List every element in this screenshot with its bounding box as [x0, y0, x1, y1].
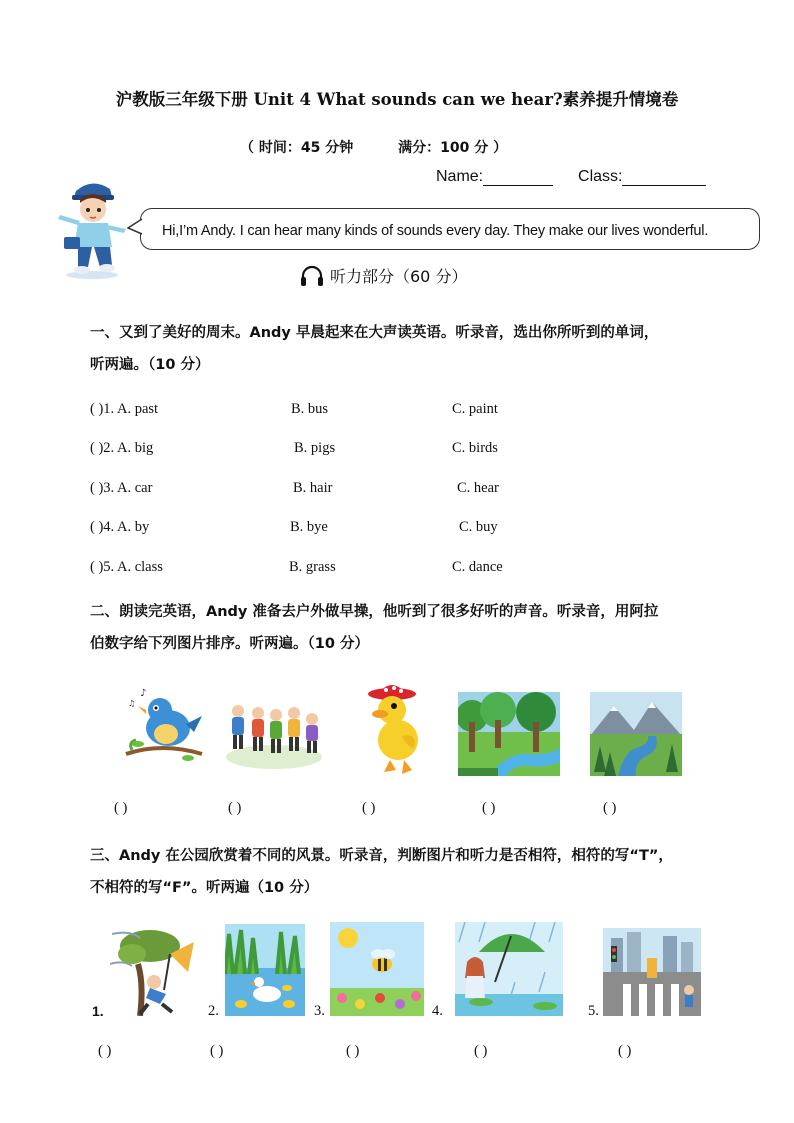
class-blank[interactable]	[622, 169, 706, 186]
question-3-b: B. hair	[293, 480, 333, 496]
section2-blank-4[interactable]: ( )	[482, 800, 496, 816]
question-1-a[interactable]: ( )1. A. past	[90, 401, 159, 417]
question-2-c: C. birds	[452, 440, 498, 456]
section2-blank-1[interactable]: ( )	[114, 800, 128, 816]
section2-heading-line1: 二、朗读完英语，Andy 准备去户外做早操，他听到了很多好听的声音。听录音，用阿拉	[90, 604, 659, 620]
page-title: 沪教版三年级下册 Unit 4 What sounds can we hear?素养提升情境卷	[115, 90, 679, 109]
section3-heading	[90, 840, 730, 904]
section3-number-1: 1.	[92, 1003, 104, 1019]
mountain-river-image	[590, 692, 682, 776]
speech-bubble-tail	[127, 218, 143, 236]
name-class-line	[436, 168, 706, 186]
windy-storm-image	[110, 924, 200, 1016]
name-label: Name:	[436, 168, 484, 185]
question-2-b: B. pigs	[294, 440, 336, 456]
question-5-b: B. grass	[289, 559, 336, 575]
exam-score: 满分：100 分 ）	[398, 140, 508, 156]
section2-blank-3[interactable]: ( )	[362, 800, 376, 816]
section2-heading	[90, 596, 730, 660]
section3-blank-1[interactable]: ( )	[98, 1043, 112, 1059]
section1-heading	[90, 317, 730, 381]
section2-blank-5[interactable]: ( )	[603, 800, 617, 816]
question-4-c: C. buy	[459, 519, 498, 535]
exam-meta	[240, 137, 547, 157]
question-5-c: C. dance	[452, 559, 503, 575]
section2-blank-2[interactable]: ( )	[228, 800, 242, 816]
speech-bubble-text: Hi,I’m Andy. I can hear many kinds of sounds every day. They make our lives wonderful.	[162, 223, 709, 239]
rain-umbrella-image	[455, 922, 563, 1016]
ducks-pond-image	[225, 924, 305, 1016]
section3-blank-5[interactable]: ( )	[618, 1043, 632, 1059]
section3-heading-line1: 三、Andy 在公园欣赏着不同的风景。听录音，判断图片和听力是否相符，相符的写“T”，	[90, 848, 673, 864]
bee-flowers-image	[330, 922, 424, 1016]
section3-blank-3[interactable]: ( )	[346, 1043, 360, 1059]
section1-heading-line2: 听两遍。（10 分）	[90, 357, 210, 373]
section3-number-3: 3.	[314, 1003, 325, 1019]
question-1-b: B. bus	[291, 401, 329, 417]
section3-number-5: 5.	[588, 1003, 599, 1019]
duck-with-hat-image	[362, 682, 422, 776]
street-crossing-image	[603, 928, 701, 1016]
class-label: Class:	[578, 168, 623, 185]
andy-character-image	[52, 175, 132, 280]
question-3-c: C. hear	[457, 480, 499, 496]
section3-blank-2[interactable]: ( )	[210, 1043, 224, 1059]
section1-heading-line1: 一、又到了美好的周末。Andy 早晨起来在大声读英语。听录音，选出你所听到的单词，	[90, 325, 659, 341]
question-2-a[interactable]: ( )2. A. big	[90, 440, 154, 456]
question-1-c: C. paint	[452, 401, 498, 417]
section3-heading-line2: 不相符的写“F”。听两遍（10 分）	[90, 880, 319, 896]
question-3-a[interactable]: ( )3. A. car	[90, 480, 153, 496]
section3-number-4: 4.	[432, 1003, 443, 1019]
section2-heading-line2: 伯数字给下列图片排序。听两遍。（10 分）	[90, 636, 369, 652]
name-blank[interactable]	[483, 169, 553, 186]
listening-title-text: 听力部分（60 分）	[330, 267, 468, 286]
listening-section-title	[300, 264, 467, 287]
forest-stream-image	[458, 692, 560, 776]
section3-blank-4[interactable]: ( )	[474, 1043, 488, 1059]
question-4-a[interactable]: ( )4. A. by	[90, 519, 150, 535]
kids-playing-image	[224, 697, 324, 773]
section3-number-2: 2.	[208, 1003, 219, 1019]
singing-bird-image	[122, 684, 206, 770]
svg-text:♪: ♪	[140, 688, 147, 699]
question-4-b: B. bye	[290, 519, 328, 535]
exam-time: （ 时间：45 分钟	[240, 140, 354, 156]
svg-text:♫: ♫	[128, 699, 136, 708]
question-5-a[interactable]: ( )5. A. class	[90, 559, 163, 575]
headphones-icon	[300, 265, 324, 287]
